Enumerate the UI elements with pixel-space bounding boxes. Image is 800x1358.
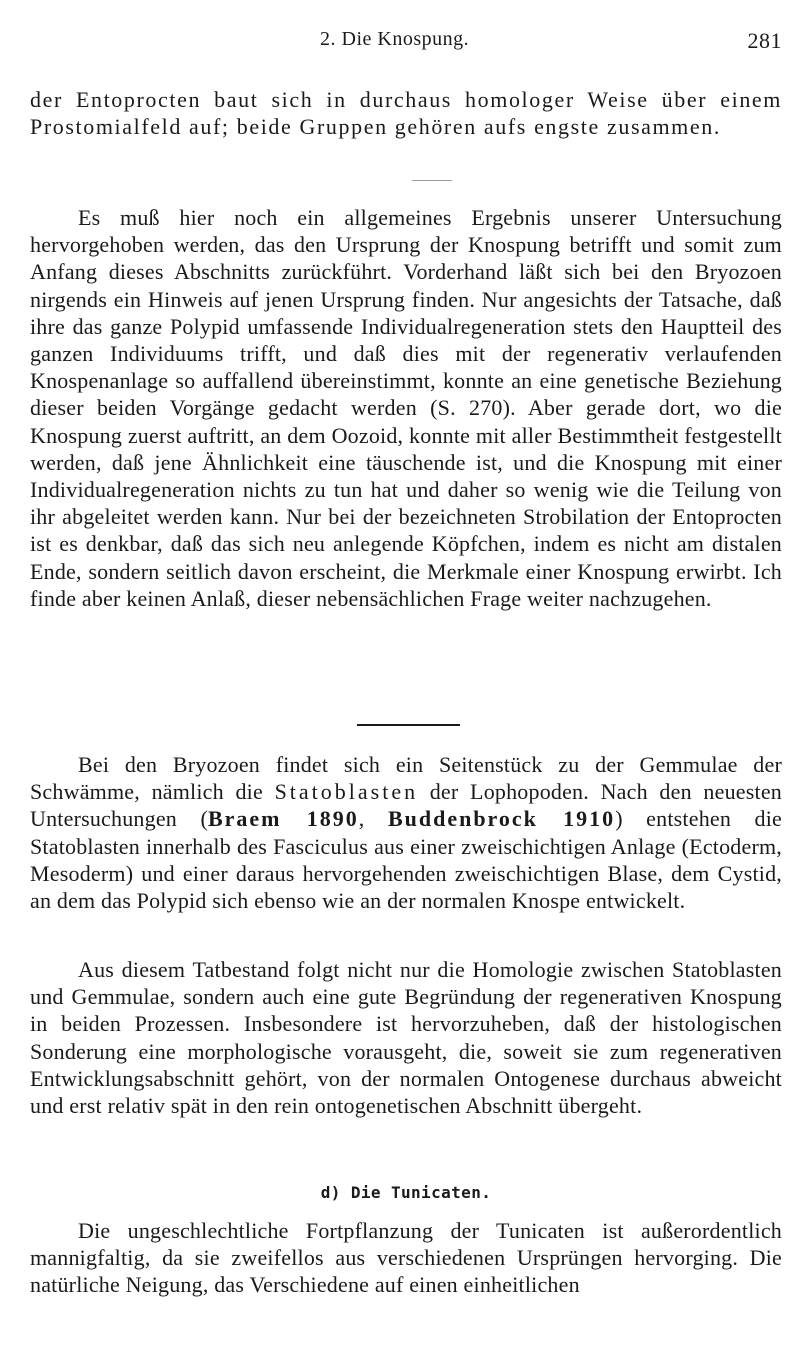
short-rule <box>412 180 452 181</box>
citation-braem: Braem 1890 <box>207 806 359 832</box>
text-run: ) entstehen die Statoblasten innerhalb des Fasciculus aus einer zweischichtigen Anlage (Ectoderm, Mesoderm) und einer daraus hervorgehenden zweischichtigen Blase, dem Cystid, an dem das Polypid sich ebenso wie an der normalen Knospe entwickelt. <box>30 806 782 914</box>
paragraph-homologie: Aus diesem Tatbestand folgt nicht nur die Homologie zwischen Statoblasten und Gemmulae, sondern auch eine gute Begründung der regenerativen Knospung in beiden Prozessen. Insbesondere ist hervorzuheben, daß der histologischen Sonderung eine morphologische vorausgeht, die, soweit sie zum regenerativen Entwicklungsabschnitt gehört, von der normalen Ontogenese durchaus abweicht und erst relativ spät in den rein ontogenetischen Abschnitt übergeht. <box>30 957 782 1119</box>
paragraph-tunicaten: Die ungeschlechtliche Fortpflanzung der Tunicaten ist außerordentlich mannigfaltig, da sie zweifellos aus verschiedenen Ursprüngen hervorging. Die natürliche Neigung, das Verschiedene auf einen einheitlichen <box>30 1218 782 1298</box>
citation-buddenbrock: Buddenbrock 1910 <box>387 806 616 832</box>
page-number: 281 <box>747 28 782 53</box>
section-divider <box>357 724 460 726</box>
term-statoblasten: Statoblasten <box>274 779 419 805</box>
text-run: , <box>358 806 388 832</box>
paragraph-statoblasten <box>30 751 782 914</box>
chapter-title: 2. Die Knospung. <box>320 28 470 50</box>
section-heading: d) Die Tunicaten. <box>320 1183 492 1202</box>
running-header <box>30 28 782 56</box>
text-run: Bei den Bryozoen findet sich ein Seitenstück zu der Gemmulae der Schwämme, nämlich die <box>30 752 782 805</box>
paragraph-knospung-origin: Es muß hier noch ein allgemeines Ergebnis unserer Untersuchung hervorgehoben werden, das den Ursprung der Knospung betrifft und somit zum Anfang dieses Abschnitts zurückführt. Vorderhand läßt sich bei den Bryozoen nirgends ein Hinweis auf jenen Ursprung finden. Nur angesichts der Tatsache, daß ihre das ganze Polypid umfassende Individualregeneration stets den Hauptteil des ganzen Individuums trifft, und daß dies mit der regenerativ verlaufenden Knospenanlage so auffallend übereinstimmt, konnte an eine genetische Beziehung dieser beiden Vorgänge gedacht werden (S. 270). Aber gerade dort, wo die Knospung zuerst auftritt, an dem Oozoid, konnte mit aller Bestimmtheit festgestellt werden, daß jene Ähnlichkeit eine täuschende ist, und die Knospung mit einer Individualregeneration nichts zu tun hat und daher so wenig wie die Teilung von ihr abgeleitet werden kann. Nur bei der bezeichneten Strobilation der Entoprocten ist es denkbar, daß das sich neu anlegende Köpfchen, indem es nicht am distalen Ende, sondern seitlich davon erscheint, die Merkmale einer Knospung erwirbt. Ich finde aber keinen Anlaß, dieser nebensächlichen Frage weiter nachzugehen. <box>30 205 782 611</box>
paragraph-continuation: der Entoprocten baut sich in durchaus homologer Weise über einem Prostomialfeld auf; beide Gruppen gehören aufs engste zusammen. <box>30 87 782 140</box>
text-run: der Lophopoden. Nach den neuesten Untersuchungen ( <box>30 779 782 832</box>
